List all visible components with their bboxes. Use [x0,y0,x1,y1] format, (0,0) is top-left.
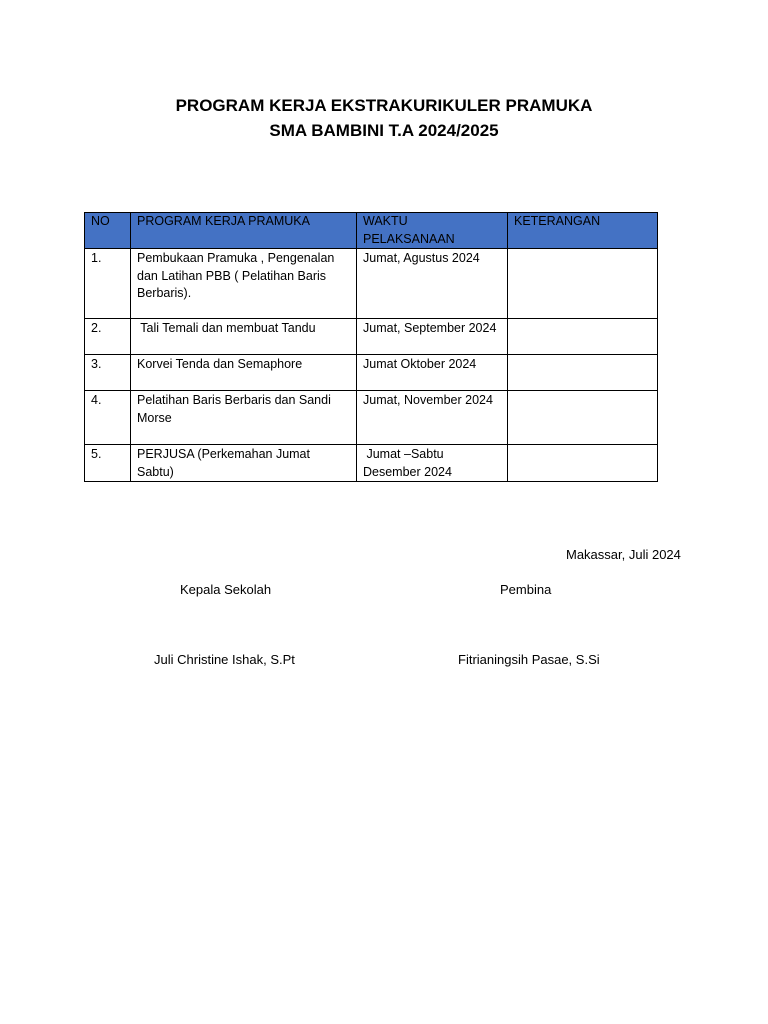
row-no: 5. [85,445,131,482]
program-table [84,212,658,482]
principal-name: Juli Christine Ishak, S.Pt [154,652,295,667]
table-row [85,249,658,319]
table-row [85,391,658,445]
row-waktu: Jumat, November 2024 [357,391,508,445]
header-no: NO [85,213,131,249]
header-keterangan: KETERANGAN [508,213,658,249]
document-title-line1: PROGRAM KERJA EKSTRAKURIKULER PRAMUKA [175,96,593,115]
row-keterangan [508,355,658,391]
row-keterangan [508,249,658,319]
row-waktu: Jumat, Agustus 2024 [357,249,508,319]
table-row [85,355,658,391]
principal-role: Kepala Sekolah [180,582,272,597]
row-program: Tali Temali dan membuat Tandu [131,319,357,355]
row-program: PERJUSA (Perkemahan Jumat Sabtu) [131,445,357,482]
supervisor-role: Pembina [500,582,552,597]
document-title-line2: SMA BAMBINI T.A 2024/2025 [269,121,499,140]
row-no: 2. [85,319,131,355]
table-row [85,319,658,355]
row-waktu: Jumat Oktober 2024 [357,355,508,391]
row-program: Pelatihan Baris Berbaris dan Sandi Morse [131,391,357,445]
table-header-row [85,213,658,249]
row-waktu: Jumat, September 2024 [357,319,508,355]
row-keterangan [508,391,658,445]
row-program: Pembukaan Pramuka , Pengenalan dan Latihan PBB ( Pelatihan Baris Berbaris). [131,249,357,319]
row-keterangan [508,319,658,355]
place-date: Makassar, Juli 2024 [566,547,681,562]
row-program: Korvei Tenda dan Semaphore [131,355,357,391]
row-keterangan [508,445,658,482]
row-no: 1. [85,249,131,319]
header-program: PROGRAM KERJA PRAMUKA [131,213,357,249]
header-waktu: WAKTU PELAKSANAAN [357,213,508,249]
supervisor-name: Fitrianingsih Pasae, S.Si [458,652,600,667]
row-no: 4. [85,391,131,445]
row-no: 3. [85,355,131,391]
table-row [85,445,658,482]
row-waktu: Jumat –Sabtu Desember 2024 [357,445,508,482]
